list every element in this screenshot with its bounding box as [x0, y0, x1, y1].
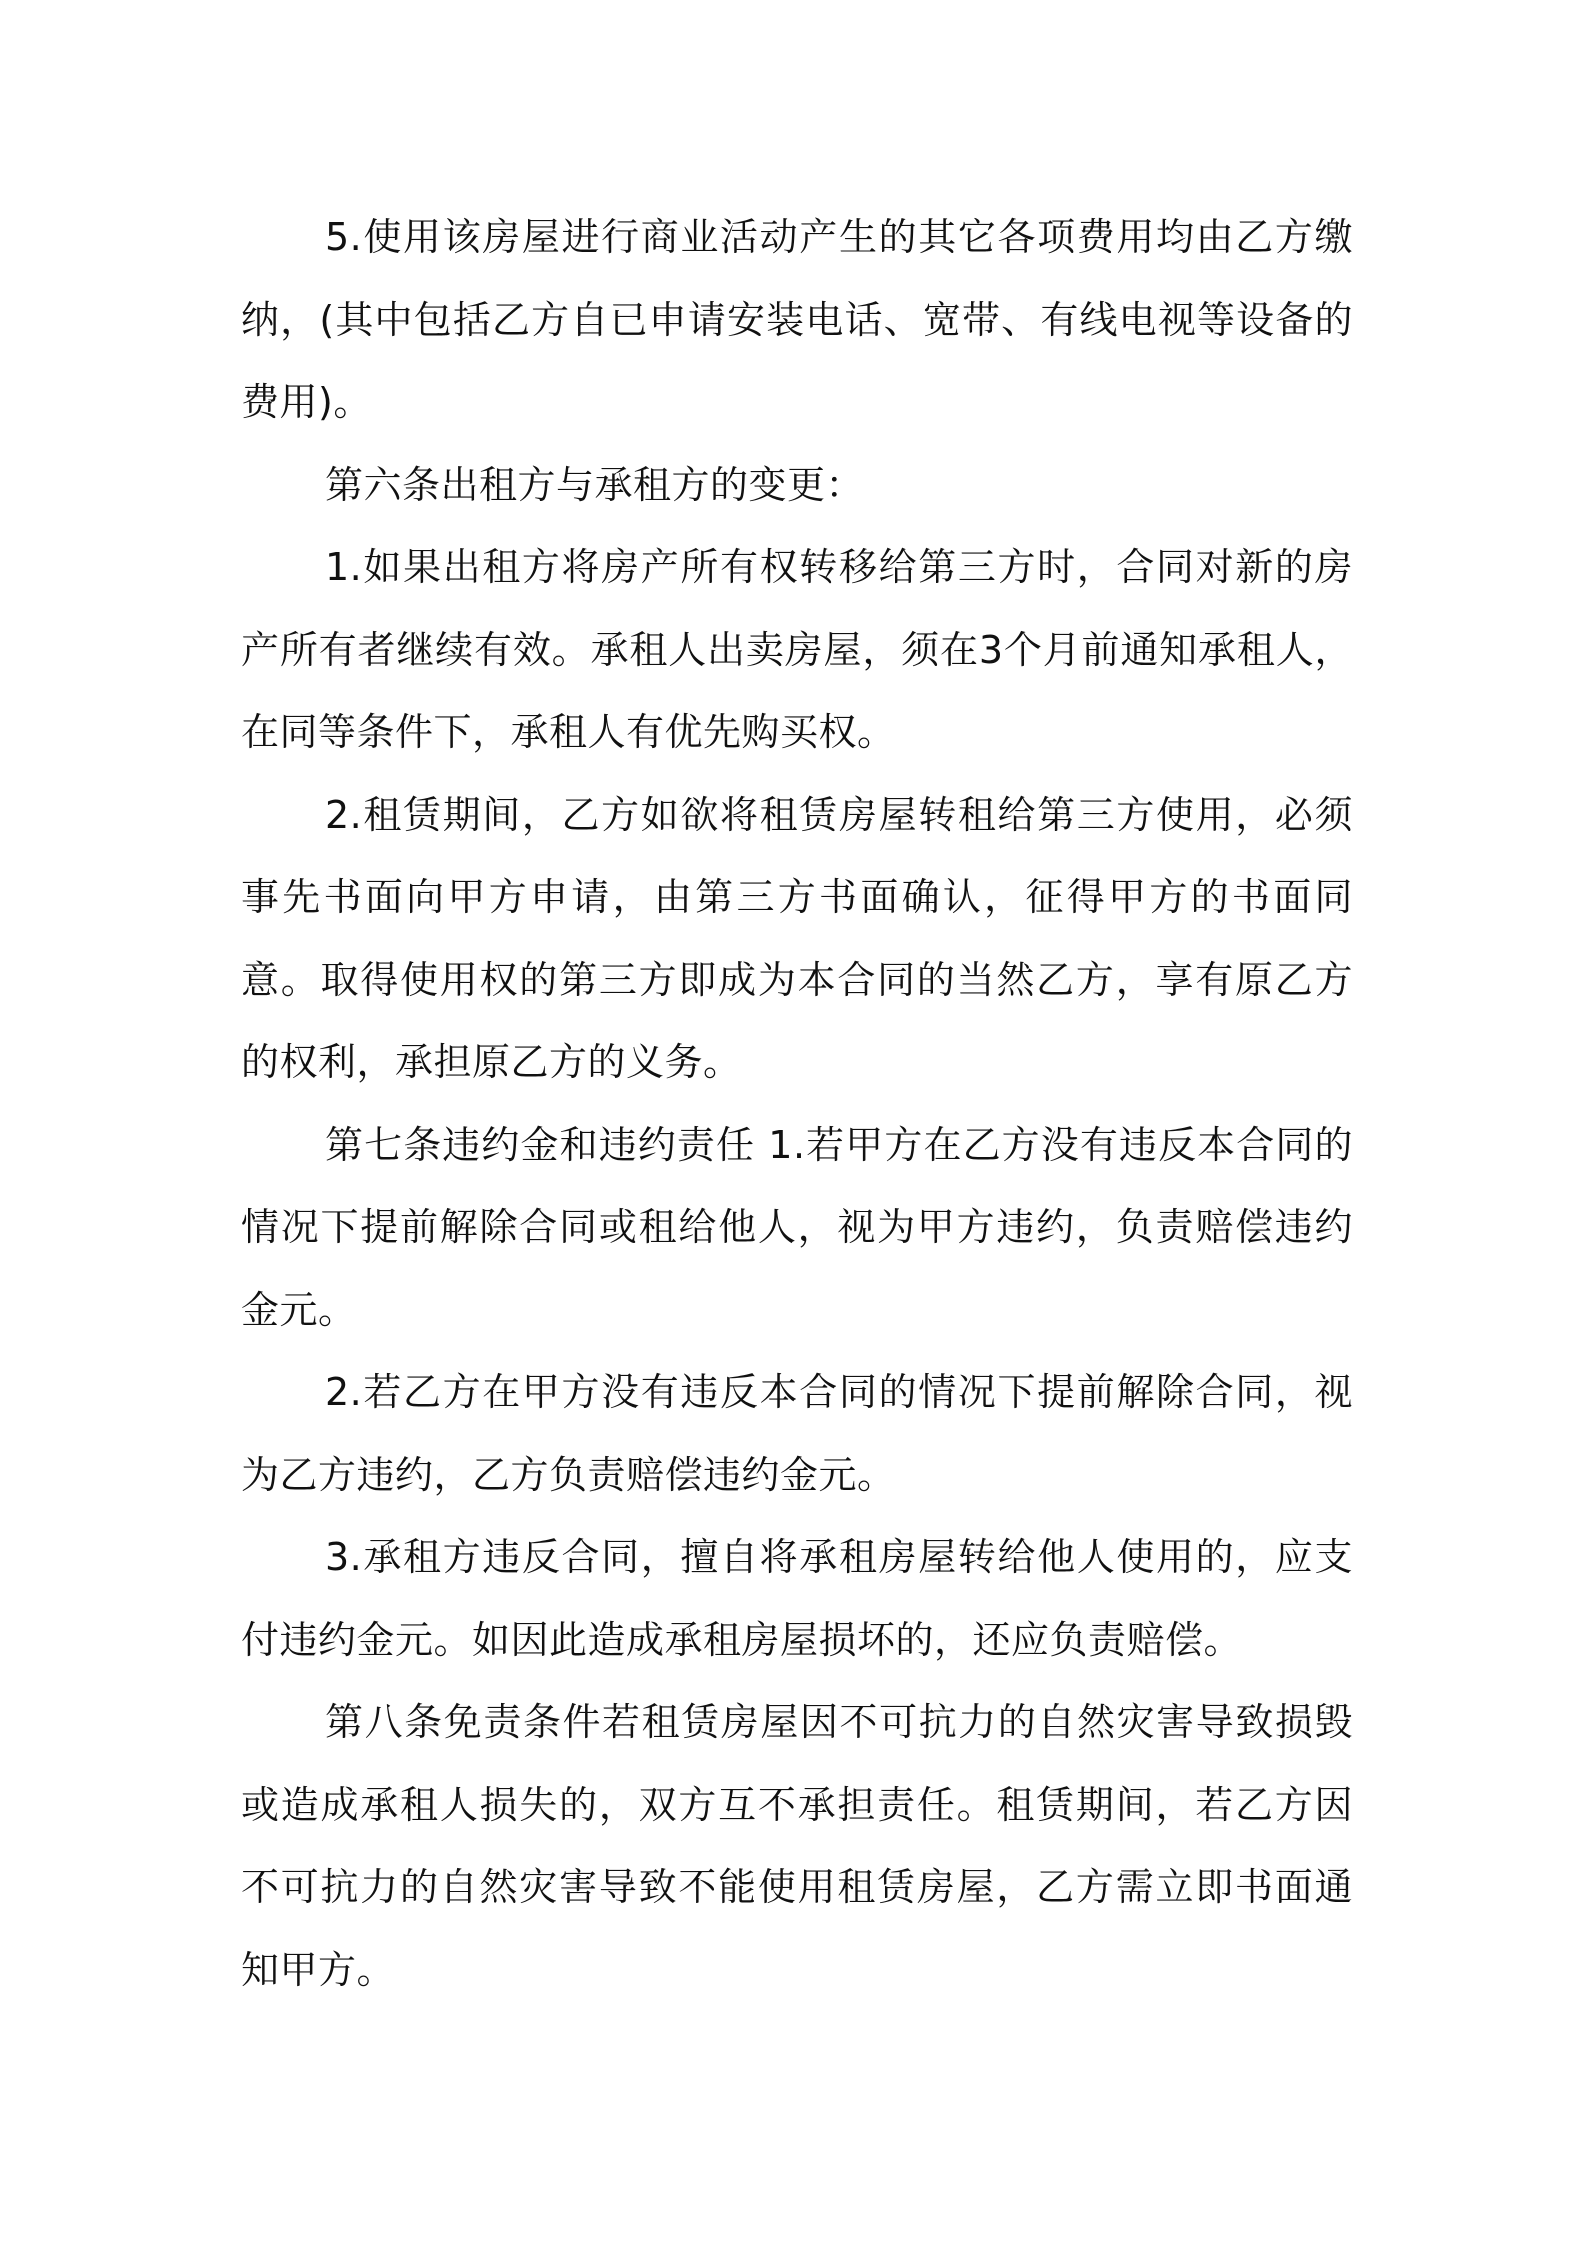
- paragraph-article-7-item-2: 2.若乙方在甲方没有违反本合同的情况下提前解除合同，视为乙方违约，乙方负责赔偿违约金元。: [241, 1370, 1353, 1497]
- paragraph-article-8: 第八条免责条件若租赁房屋因不可抗力的自然灾害导致损毁或造成承租人损失的，双方互不承担责任。租赁期间，若乙方因不可抗力的自然灾害导致不能使用租赁房屋，乙方需立即书面通知甲方。: [241, 1700, 1353, 1992]
- paragraph-article-7-item-3: 3.承租方违反合同，擅自将承租房屋转给他人使用的，应支付违约金元。如因此造成承租房屋损坏的，还应负责赔偿。: [241, 1535, 1353, 1662]
- paragraph-article-6-item-1: 1.如果出租方将房产所有权转移给第三方时，合同对新的房产所有者继续有效。承租人出卖房屋，须在3个月前通知承租人，在同等条件下，承租人有优先购买权。: [241, 545, 1353, 754]
- document-body: [241, 196, 1353, 2011]
- paragraph-article-7-item-1: 第七条违约金和违约责任 1.若甲方在乙方没有违反本合同的情况下提前解除合同或租给他人，视为甲方违约，负责赔偿违约金元。: [241, 1122, 1353, 1332]
- paragraph-article-6-item-2: 2.租赁期间，乙方如欲将租赁房屋转租给第三方使用，必须事先书面向甲方申请，由第三方书面确认，征得甲方的书面同意。取得使用权的第三方即成为本合同的当然乙方，享有原乙方的权利，承担原乙方的义务。: [241, 792, 1353, 1084]
- heading-article-6: 第六条出租方与承租方的变更：: [325, 462, 865, 507]
- paragraph-clause-5-fees: 5.使用该房屋进行商业活动产生的其它各项费用均由乙方缴纳，(其中包括乙方自已申请安装电话、宽带、有线电视等设备的费用)。: [241, 215, 1353, 424]
